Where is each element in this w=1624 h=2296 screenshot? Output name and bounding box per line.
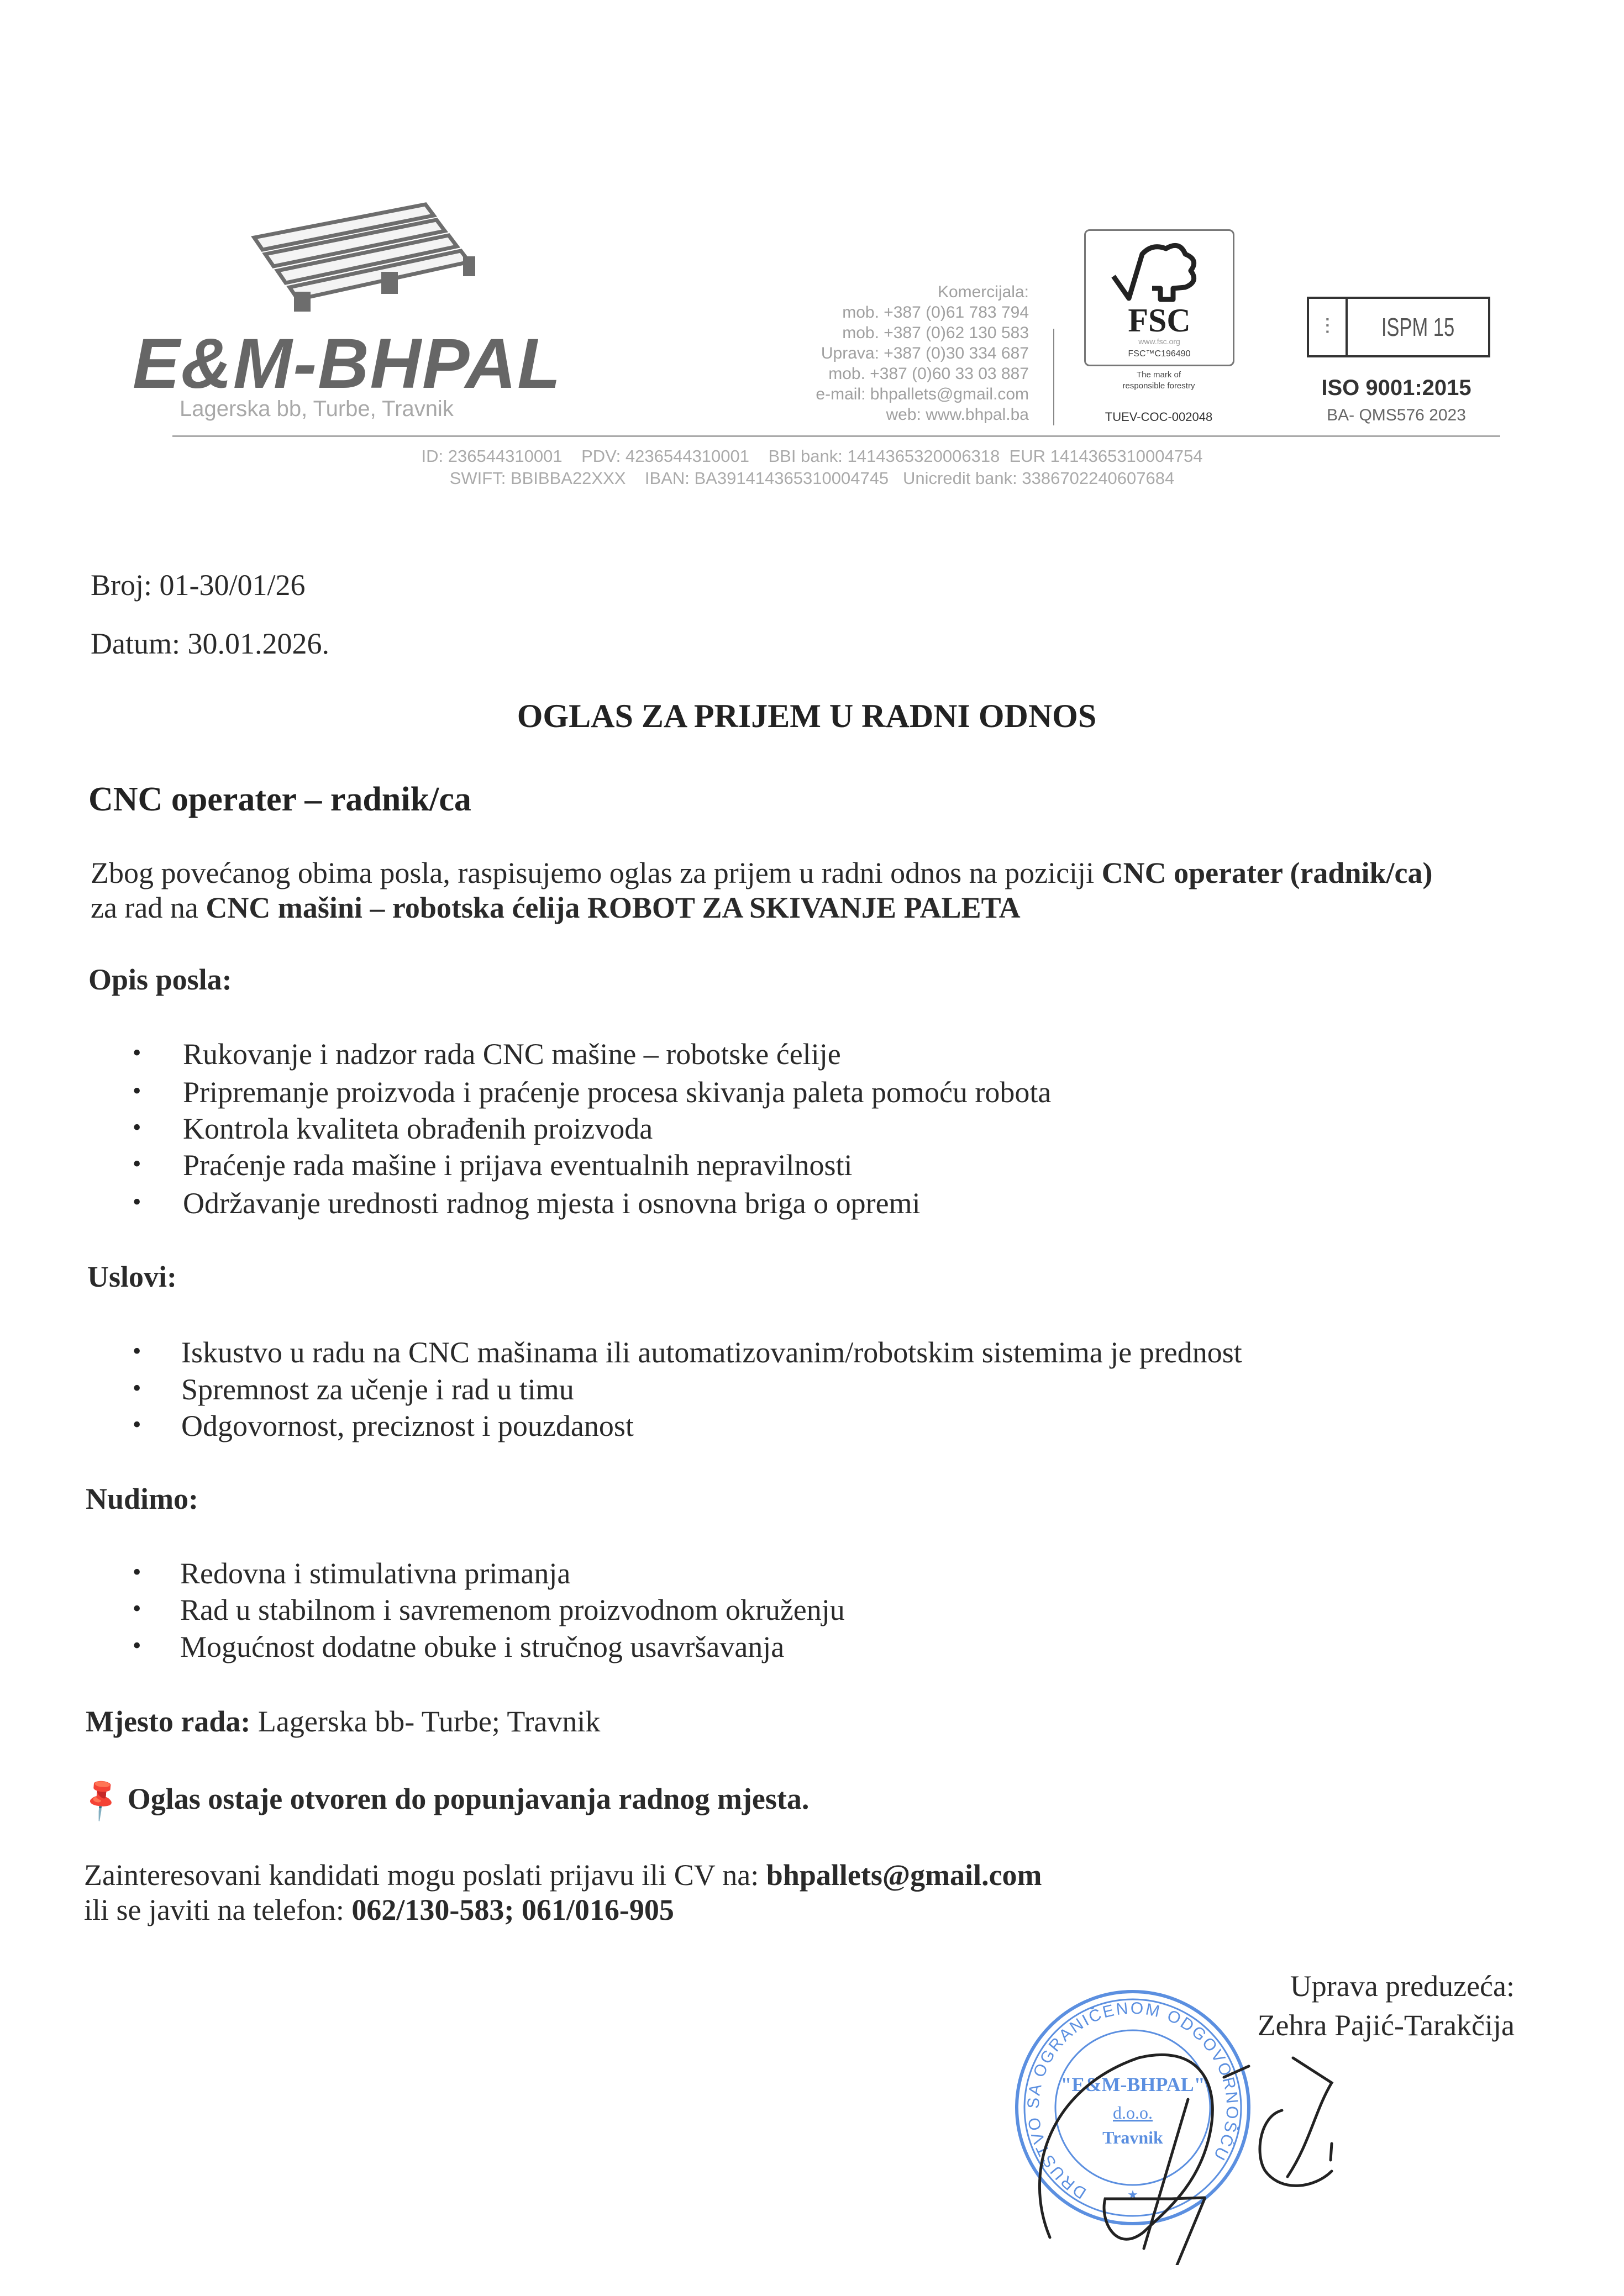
intro-text: Zbog povećanog obima posla, raspisujemo oglas za prijem u radni odnos na poziciji [91, 856, 1102, 889]
contact-line-2 [84, 1895, 674, 1925]
registry-line-1: ID: 236544310001 PDV: 4236544310001 BBI bank: 1414365320006318 EUR 1414365310004754 [421, 446, 1203, 466]
intro-robot: ROBOT ZA SKIVANJE PALETA [587, 891, 1021, 924]
intro-line-1 [91, 858, 1432, 888]
fsc-mark-line2: responsible forestry [1122, 381, 1195, 391]
fsc-logo-box [1084, 229, 1234, 366]
bullet-icon: • [133, 1188, 141, 1215]
signature-role: Uprava preduzeća: [1290, 1969, 1515, 2003]
contact-line-1 [84, 1860, 1042, 1890]
position-heading: CNC operater – radnik/ca [88, 781, 471, 818]
fsc-site: www.fsc.org [1138, 337, 1180, 346]
document-date: Datum: 30.01.2026. [91, 627, 329, 660]
list-item: Pripremanje proizvoda i praćenje procesa skivanja paleta pomoću robota [183, 1076, 1052, 1109]
registry-line-2: SWIFT: BBIBBA22XXX IBAN: BA391414365310004745 Unicredit bank: 3386702240607684 [449, 468, 1175, 488]
list-item: Kontrola kvaliteta obrađenih proizvoda [183, 1112, 653, 1145]
page-title: OGLAS ZA PRIJEM U RADNI ODNOS [517, 698, 1097, 734]
section-heading-duties: Opis posla: [88, 963, 232, 996]
header-vertical-divider [1053, 329, 1054, 425]
intro-line-2 [91, 893, 1021, 923]
fsc-code: FSC™C196490 [1128, 349, 1191, 359]
stamp-city: Travnik [1102, 2128, 1163, 2147]
bullet-icon: • [133, 1558, 141, 1586]
bullet-icon: • [133, 1411, 141, 1438]
bullet-icon: • [133, 1077, 141, 1104]
list-item: Spremnost za učenje i rad u timu [181, 1373, 574, 1406]
contact-line: Komercijala: [937, 283, 1029, 301]
ispm-label: ISPM 15 [1381, 313, 1455, 341]
fsc-logo-text: FSC [1128, 302, 1191, 339]
list-item: Praćenje rada mašine i prijava eventualnih nepravilnosti [183, 1149, 853, 1182]
contact-text: ili se javiti na telefon: [84, 1893, 352, 1926]
bullet-icon: • [133, 1039, 141, 1066]
contact-phones: 062/130-583; 061/016-905 [351, 1893, 674, 1926]
section-heading-conditions: Uslovi: [87, 1260, 177, 1293]
contact-web: web: www.bhpal.ba [886, 406, 1029, 424]
list-item: Redovna i stimulativna primanja [180, 1557, 571, 1590]
bullet-icon: • [133, 1114, 141, 1141]
iso-certificate-number: BA- QMS576 2023 [1327, 406, 1466, 424]
contact-email-link[interactable]: bhpallets@gmail.com [766, 1858, 1042, 1892]
contact-line: mob. +387 (0)62 130 583 [842, 324, 1029, 342]
header-divider [172, 435, 1500, 437]
star-icon: ★ [1127, 2188, 1138, 2202]
contact-text: Zainteresovani kandidati mogu poslati prijavu ili CV na: [84, 1858, 766, 1892]
stamp-ring-text: DRUŠTVO SA OGRANIČENOM ODGOVORNOŠĆU [1024, 1999, 1242, 2203]
bullet-icon: • [133, 1595, 141, 1622]
bullet-icon: • [133, 1632, 141, 1659]
work-location-label: Mjesto rada: [86, 1705, 251, 1738]
section-heading-offer: Nudimo: [86, 1482, 199, 1515]
contact-line: mob. +387 (0)60 33 03 887 [828, 365, 1029, 383]
company-address: Lagerska bb, Turbe, Travnik [180, 397, 454, 421]
ispm-box [1307, 297, 1490, 357]
intro-position: CNC operater (radnik/ca) [1101, 856, 1433, 889]
work-location-value: Lagerska bb- Turbe; Travnik [250, 1705, 601, 1738]
list-item: Odgovornost, preciznost i pouzdanost [181, 1409, 634, 1442]
document-number: Broj: 01-30/01/26 [91, 568, 306, 602]
intro-machine: CNC mašini – robotska ćelija [206, 891, 587, 924]
handwritten-signature [1006, 2033, 1448, 2265]
contact-line: Uprava: +387 (0)30 334 687 [821, 344, 1029, 362]
bullet-icon: • [133, 1375, 141, 1402]
contact-email: e-mail: bhpallets@gmail.com [816, 385, 1029, 403]
pushpin-icon: 📌 [76, 1774, 127, 1824]
fsc-tree-icon [1108, 238, 1207, 304]
bullet-icon: • [133, 1150, 141, 1177]
intro-text: za rad na [91, 891, 206, 924]
fsc-certificate: TUEV-COC-002048 [1105, 410, 1213, 424]
list-item: Održavanje urednosti radnog mjesta i osnovna briga o opremi [183, 1187, 921, 1220]
signature-name: Zehra Pajić-Tarakčija [1257, 2009, 1515, 2042]
company-name-logo: E&M-BHPAL [133, 324, 562, 403]
stamp-type: d.o.o. [1113, 2103, 1153, 2123]
contact-line: mob. +387 (0)61 783 794 [842, 303, 1029, 322]
stamp-company: "E&M-BHPAL" [1060, 2073, 1205, 2095]
work-location [86, 1707, 600, 1736]
iso-certification: ISO 9001:2015 [1321, 376, 1471, 400]
list-item: Rad u stabilnom i savremenom proizvodnom okruženju [180, 1593, 845, 1626]
open-note-text: Oglas ostaje otvoren do popunjavanja radnog mjesta. [127, 1782, 810, 1815]
open-note [76, 1774, 810, 1824]
bullet-icon: • [133, 1337, 141, 1365]
list-item: Iskustvo u radu na CNC mašinama ili automatizovanim/robotskim sistemima je prednost [181, 1336, 1242, 1369]
list-item: Rukovanje i nadzor rada CNC mašine – robotske ćelije [183, 1038, 841, 1071]
fsc-mark-line1: The mark of [1136, 370, 1181, 380]
pallet-logo-icon [243, 199, 497, 315]
wheat-icon: ⫶ [1309, 299, 1348, 355]
list-item: Mogućnost dodatne obuke i stručnog usavršavanja [180, 1630, 785, 1663]
